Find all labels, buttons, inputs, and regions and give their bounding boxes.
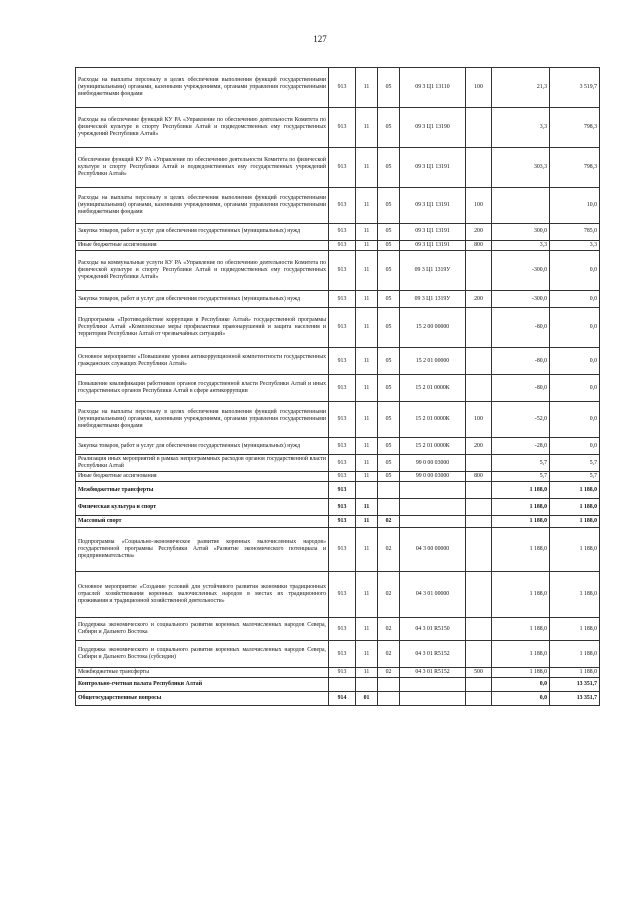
row-amount-change: -80,0 <box>492 348 550 375</box>
row-amount-change: 1 188,0 <box>492 668 550 678</box>
row-grbs-code: 913 <box>329 241 356 251</box>
row-amount-total: 10,0 <box>550 188 600 224</box>
row-subsection-code: 05 <box>378 438 400 455</box>
row-amount-change: 3,3 <box>492 241 550 251</box>
row-amount-change <box>492 188 550 224</box>
row-grbs-code: 913 <box>329 668 356 678</box>
row-subsection-code: 05 <box>378 108 400 148</box>
table-row <box>76 455 600 472</box>
row-name: Закупка товаров, работ и услуг для обеспечения государственных (муниципальных) нужд <box>76 291 329 308</box>
row-expense-type: 200 <box>466 438 492 455</box>
row-subsection-code: 05 <box>378 455 400 472</box>
row-target-article: 09 3 Ц1 1319У <box>400 251 466 291</box>
row-name: Массовый спорт <box>76 516 329 528</box>
row-name: Контрольно-счетная палата Республики Алтай <box>76 678 329 692</box>
row-subsection-code <box>378 482 400 499</box>
row-expense-type <box>466 499 492 516</box>
page-number: 127 <box>313 34 327 44</box>
row-section-code: 01 <box>356 692 378 706</box>
row-amount-total: 0,0 <box>550 402 600 438</box>
row-target-article <box>400 499 466 516</box>
row-subsection-code: 05 <box>378 251 400 291</box>
row-target-article <box>400 482 466 499</box>
row-name: Межбюджетные трансферты <box>76 482 329 499</box>
row-target-article: 99 0 00 03000 <box>400 472 466 482</box>
row-grbs-code: 913 <box>329 572 356 618</box>
row-amount-total: 0,0 <box>550 348 600 375</box>
row-name: Основное мероприятие «Повышение уровня антикоррупционной компетентности государственных гражданских служащих Республики Алтай» <box>76 348 329 375</box>
row-name: Обеспечение функций КУ РА «Управление по обеспечению деятельности Комитета по физической культуре и спорту Республики Алтай и подведомственных ему государственных учреждений Республики Алтай» <box>76 148 329 188</box>
row-section-code: 11 <box>356 291 378 308</box>
row-subsection-code: 02 <box>378 668 400 678</box>
row-amount-total: 0,0 <box>550 375 600 402</box>
row-expense-type: 500 <box>466 668 492 678</box>
budget-table <box>75 67 600 706</box>
row-target-article: 09 3 Ц1 13191 <box>400 224 466 241</box>
table-row <box>76 348 600 375</box>
row-section-code <box>356 482 378 499</box>
row-amount-change: -80,0 <box>492 308 550 348</box>
row-amount-change: -52,0 <box>492 402 550 438</box>
row-amount-total: 0,0 <box>550 291 600 308</box>
table-row <box>76 438 600 455</box>
row-expense-type <box>466 641 492 668</box>
row-expense-type <box>466 516 492 528</box>
table-row <box>76 572 600 618</box>
table-row <box>76 402 600 438</box>
row-expense-type <box>466 251 492 291</box>
row-subsection-code: 05 <box>378 224 400 241</box>
row-amount-change: 5,7 <box>492 455 550 472</box>
row-grbs-code: 913 <box>329 516 356 528</box>
table-row <box>76 224 600 241</box>
row-name: Подпрограмма «Социально-экономическое развитие коренных малочисленных народов» государственной программы Республики Алтай «Развитие экономического потенциала и предпринимательства» <box>76 528 329 572</box>
row-subsection-code: 02 <box>378 641 400 668</box>
row-subsection-code: 05 <box>378 148 400 188</box>
row-name: Основное мероприятие «Создание условий для устойчивого развития экономики традиционных отраслей хозяйствования коренных малочисленных народов в местах их традиционного проживания и традиционной хозяйственной деятельности» <box>76 572 329 618</box>
table-row <box>76 678 600 692</box>
row-grbs-code: 913 <box>329 188 356 224</box>
row-amount-total: 3,3 <box>550 241 600 251</box>
row-section-code: 11 <box>356 308 378 348</box>
row-subsection-code: 05 <box>378 241 400 251</box>
row-amount-total: 13 351,7 <box>550 678 600 692</box>
row-expense-type: 100 <box>466 402 492 438</box>
row-amount-change: -300,0 <box>492 251 550 291</box>
row-amount-change: 1 188,0 <box>492 516 550 528</box>
row-amount-change: 1 188,0 <box>492 572 550 618</box>
row-expense-type <box>466 348 492 375</box>
table-row <box>76 241 600 251</box>
row-target-article: 15 2 01 00000 <box>400 348 466 375</box>
row-name: Реализация иных мероприятий в рамках непрограммных расходов органов государственной власти Республики Алтай <box>76 455 329 472</box>
row-amount-change: 303,3 <box>492 148 550 188</box>
row-section-code: 11 <box>356 572 378 618</box>
row-grbs-code: 913 <box>329 482 356 499</box>
row-target-article: 09 3 Ц1 13191 <box>400 188 466 224</box>
row-expense-type: 800 <box>466 472 492 482</box>
row-grbs-code: 914 <box>329 692 356 706</box>
row-grbs-code: 913 <box>329 618 356 641</box>
row-grbs-code: 913 <box>329 455 356 472</box>
row-expense-type: 100 <box>466 68 492 108</box>
row-section-code: 11 <box>356 108 378 148</box>
row-name: Физическая культура и спорт <box>76 499 329 516</box>
row-section-code: 11 <box>356 668 378 678</box>
row-expense-type <box>466 375 492 402</box>
row-amount-change: 1 188,0 <box>492 528 550 572</box>
row-subsection-code: 02 <box>378 572 400 618</box>
row-expense-type <box>466 148 492 188</box>
row-amount-total: 0,0 <box>550 438 600 455</box>
table-row <box>76 472 600 482</box>
row-target-article: 15 2 00 00000 <box>400 308 466 348</box>
row-grbs-code: 913 <box>329 375 356 402</box>
row-expense-type <box>466 528 492 572</box>
row-grbs-code: 913 <box>329 108 356 148</box>
row-amount-total: 5,7 <box>550 472 600 482</box>
row-target-article: 04 3 01 00000 <box>400 572 466 618</box>
row-subsection-code: 02 <box>378 516 400 528</box>
row-section-code: 11 <box>356 618 378 641</box>
row-amount-change: 3,3 <box>492 108 550 148</box>
row-target-article: 15 2 01 0000К <box>400 375 466 402</box>
row-amount-total: 798,3 <box>550 148 600 188</box>
row-grbs-code: 913 <box>329 348 356 375</box>
row-section-code: 11 <box>356 402 378 438</box>
row-subsection-code: 02 <box>378 618 400 641</box>
row-name: Подпрограмма «Противодействие коррупции в Республике Алтай» государственной программы Республики Алтай «Комплексные меры профилактики правонарушений и защита населения и территории Республики Алтай от чрезвычайных ситуаций» <box>76 308 329 348</box>
row-grbs-code: 913 <box>329 251 356 291</box>
table-row <box>76 482 600 499</box>
row-amount-total: 1 188,0 <box>550 641 600 668</box>
row-expense-type <box>466 108 492 148</box>
row-amount-change: 1 188,0 <box>492 641 550 668</box>
row-section-code: 11 <box>356 528 378 572</box>
row-amount-change: 1 188,0 <box>492 499 550 516</box>
table-row <box>76 108 600 148</box>
row-expense-type <box>466 455 492 472</box>
row-section-code: 11 <box>356 375 378 402</box>
row-subsection-code: 05 <box>378 348 400 375</box>
row-subsection-code: 02 <box>378 528 400 572</box>
row-subsection-code <box>378 692 400 706</box>
row-grbs-code <box>329 678 356 692</box>
row-section-code: 11 <box>356 68 378 108</box>
row-amount-total: 13 351,7 <box>550 692 600 706</box>
budget-rows <box>76 68 600 706</box>
table-row <box>76 692 600 706</box>
row-amount-change: 0,0 <box>492 692 550 706</box>
row-subsection-code: 05 <box>378 188 400 224</box>
row-target-article: 09 3 Ц1 13190 <box>400 108 466 148</box>
row-amount-total: 1 188,0 <box>550 516 600 528</box>
row-subsection-code <box>378 499 400 516</box>
row-section-code: 11 <box>356 188 378 224</box>
row-grbs-code: 913 <box>329 641 356 668</box>
row-target-article: 09 3 Ц1 13110 <box>400 68 466 108</box>
row-section-code: 11 <box>356 251 378 291</box>
table-row <box>76 68 600 108</box>
row-name: Повышение квалификации работников органов государственной власти Республики Алтай и иных государственных органов Республики Алтай в сфере антикоррупции <box>76 375 329 402</box>
row-grbs-code: 913 <box>329 224 356 241</box>
row-section-code: 11 <box>356 499 378 516</box>
row-section-code: 11 <box>356 516 378 528</box>
row-section-code: 11 <box>356 224 378 241</box>
table-row <box>76 188 600 224</box>
table-row <box>76 375 600 402</box>
row-amount-total: 0,0 <box>550 308 600 348</box>
row-section-code: 11 <box>356 438 378 455</box>
row-target-article: 04 3 01 R5150 <box>400 618 466 641</box>
row-section-code: 11 <box>356 348 378 375</box>
row-amount-change: 1 188,0 <box>492 482 550 499</box>
row-expense-type: 100 <box>466 188 492 224</box>
row-amount-change: 5,7 <box>492 472 550 482</box>
row-subsection-code: 05 <box>378 68 400 108</box>
table-row <box>76 499 600 516</box>
row-expense-type: 200 <box>466 291 492 308</box>
table-row <box>76 308 600 348</box>
row-amount-total: 0,0 <box>550 251 600 291</box>
row-target-article <box>400 516 466 528</box>
row-grbs-code: 913 <box>329 148 356 188</box>
row-name: Межбюджетные трансферты <box>76 668 329 678</box>
row-grbs-code: 913 <box>329 499 356 516</box>
row-name: Общегосударственные вопросы <box>76 692 329 706</box>
row-amount-total: 1 188,0 <box>550 528 600 572</box>
row-name: Расходы на обеспечение функций КУ РА «Управление по обеспечению деятельности Комитета по физической культуре и спорту Республики Алтай и подведомственных ему государственных учреждений Республики Алтай» <box>76 108 329 148</box>
row-subsection-code: 05 <box>378 291 400 308</box>
row-expense-type <box>466 482 492 499</box>
row-amount-change: -28,0 <box>492 438 550 455</box>
row-name: Расходы на выплаты персоналу в целях обеспечения выполнения функций государственными (муниципальными) органами, казенными учреждениями, органами управления государственными внебюджетными фондами <box>76 402 329 438</box>
row-amount-total: 1 188,0 <box>550 618 600 641</box>
row-expense-type: 200 <box>466 224 492 241</box>
table-row <box>76 251 600 291</box>
row-amount-total: 798,3 <box>550 108 600 148</box>
row-subsection-code: 05 <box>378 308 400 348</box>
row-amount-total: 3 519,7 <box>550 68 600 108</box>
row-target-article: 04 3 01 R5152 <box>400 668 466 678</box>
table-row <box>76 291 600 308</box>
row-target-article: 09 3 Ц1 13191 <box>400 241 466 251</box>
row-target-article <box>400 678 466 692</box>
row-amount-total: 1 188,0 <box>550 499 600 516</box>
row-section-code: 11 <box>356 455 378 472</box>
row-amount-total: 1 188,0 <box>550 482 600 499</box>
row-name: Расходы на выплаты персоналу в целях обеспечения выполнения функций государственными (муниципальными) органами, казенными учреждениями, органами управления государственными внебюджетными фондами <box>76 68 329 108</box>
row-expense-type: 800 <box>466 241 492 251</box>
row-name: Поддержка экономического и социального развития коренных малочисленных народов Севера, Сибири и Дальнего Востока (субсидии) <box>76 641 329 668</box>
row-section-code: 11 <box>356 472 378 482</box>
row-name: Закупка товаров, работ и услуг для обеспечения государственных (муниципальных) нужд <box>76 438 329 455</box>
row-subsection-code: 05 <box>378 472 400 482</box>
table-row <box>76 618 600 641</box>
row-grbs-code: 913 <box>329 308 356 348</box>
table-row <box>76 641 600 668</box>
row-subsection-code: 05 <box>378 375 400 402</box>
row-amount-total: 785,0 <box>550 224 600 241</box>
row-grbs-code: 913 <box>329 438 356 455</box>
row-target-article: 15 2 01 0000К <box>400 438 466 455</box>
row-amount-change: -80,0 <box>492 375 550 402</box>
row-section-code: 11 <box>356 641 378 668</box>
row-name: Расходы на коммунальные услуги КУ РА «Управление по обеспечению деятельности Комитета по физической культуре и спорту Республики Алтай и подведомственных ему государственных учреждений Республики Алтай» <box>76 251 329 291</box>
row-amount-total: 1 188,0 <box>550 668 600 678</box>
table-row <box>76 516 600 528</box>
row-grbs-code: 913 <box>329 68 356 108</box>
row-grbs-code: 913 <box>329 291 356 308</box>
row-section-code: 11 <box>356 148 378 188</box>
row-amount-change: 21,3 <box>492 68 550 108</box>
row-target-article: 04 3 00 00000 <box>400 528 466 572</box>
table-row <box>76 148 600 188</box>
row-expense-type <box>466 308 492 348</box>
row-grbs-code: 913 <box>329 402 356 438</box>
row-target-article: 09 3 Ц1 13191 <box>400 148 466 188</box>
row-amount-change: -300,0 <box>492 291 550 308</box>
row-amount-change: 1 188,0 <box>492 618 550 641</box>
row-target-article: 15 2 01 0000К <box>400 402 466 438</box>
row-target-article: 04 3 01 R5152 <box>400 641 466 668</box>
row-expense-type <box>466 678 492 692</box>
row-name: Закупка товаров, работ и услуг для обеспечения государственных (муниципальных) нужд <box>76 224 329 241</box>
row-amount-change: 0,0 <box>492 678 550 692</box>
row-amount-change: 300,0 <box>492 224 550 241</box>
row-name: Иные бюджетные ассигнования <box>76 472 329 482</box>
row-expense-type <box>466 572 492 618</box>
row-expense-type <box>466 618 492 641</box>
row-target-article <box>400 692 466 706</box>
row-subsection-code <box>378 678 400 692</box>
table-row <box>76 528 600 572</box>
row-amount-total: 1 188,0 <box>550 572 600 618</box>
row-name: Поддержка экономического и социального развития коренных малочисленных народов Севера, Сибири и Дальнего Востока <box>76 618 329 641</box>
row-target-article: 09 3 Ц1 1319У <box>400 291 466 308</box>
row-expense-type <box>466 692 492 706</box>
row-section-code <box>356 678 378 692</box>
row-name: Расходы на выплаты персоналу в целях обеспечения выполнения функций государственными (муниципальными) органами, казенными учреждениями, органами управления государственными внебюджетными фондами <box>76 188 329 224</box>
row-name: Иные бюджетные ассигнования <box>76 241 329 251</box>
row-target-article: 99 0 00 03000 <box>400 455 466 472</box>
row-grbs-code: 913 <box>329 472 356 482</box>
table-row <box>76 668 600 678</box>
row-section-code: 11 <box>356 241 378 251</box>
row-amount-total: 5,7 <box>550 455 600 472</box>
row-grbs-code: 913 <box>329 528 356 572</box>
row-subsection-code: 05 <box>378 402 400 438</box>
